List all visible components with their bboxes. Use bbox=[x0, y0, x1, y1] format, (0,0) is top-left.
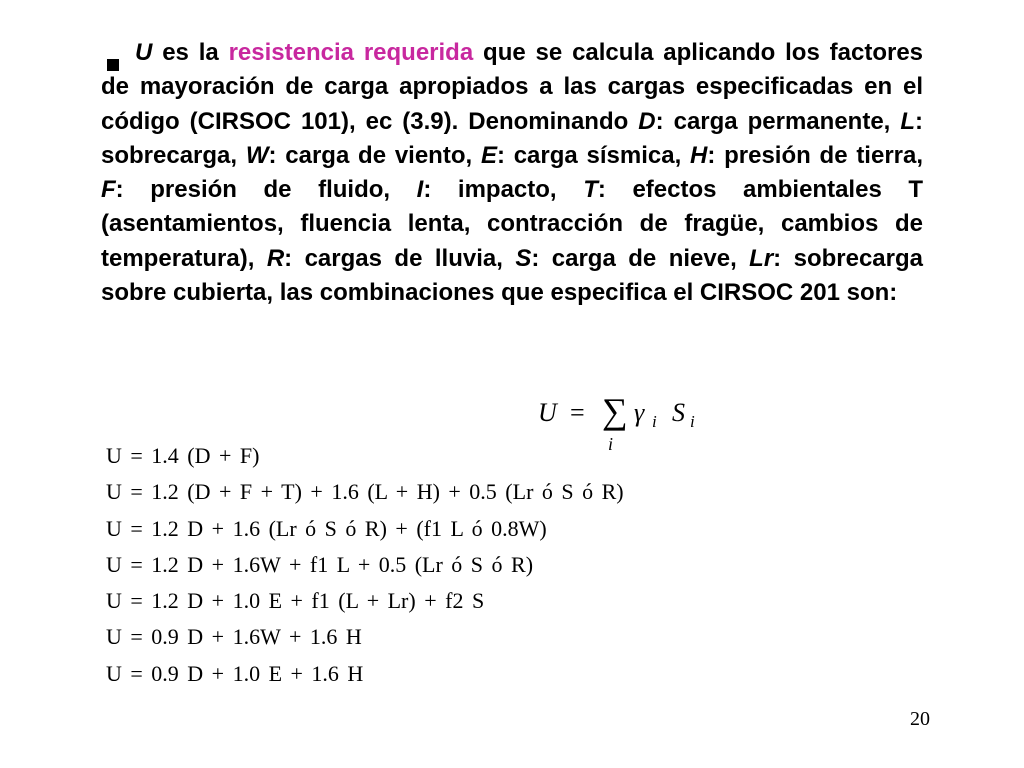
sigma-symbol: ∑ bbox=[602, 391, 628, 431]
text-segment: : presión de tierra, bbox=[707, 141, 924, 169]
load-subscript: i bbox=[690, 412, 695, 431]
equation-row: U = 0.9 D + 1.6W + 1.6 H bbox=[106, 624, 362, 650]
bullet-paragraph bbox=[101, 36, 923, 310]
var-L: L bbox=[900, 107, 915, 135]
highlight-term: resistencia requerida bbox=[228, 39, 474, 66]
var-U: U bbox=[135, 39, 153, 66]
equation-row: U = 1.2 D + 1.6W + f1 L + 0.5 (Lr ó S ó R) bbox=[106, 551, 534, 577]
var-R: R bbox=[266, 244, 285, 272]
var-E: E bbox=[480, 141, 497, 169]
gamma-factor: γ bbox=[634, 398, 645, 427]
var-F: F bbox=[101, 176, 116, 204]
text-segment: : carga de viento, bbox=[268, 141, 473, 169]
sum-lhs: U bbox=[538, 398, 557, 427]
var-D: D bbox=[638, 107, 656, 135]
text-segment: es la bbox=[162, 39, 219, 66]
text-segment: : cargas de lluvia, bbox=[284, 244, 503, 272]
equation-row: U = 1.2 D + 1.0 E + f1 (L + Lr) + f2 S bbox=[106, 588, 485, 614]
bullet-square-icon bbox=[107, 59, 119, 71]
var-H: H bbox=[690, 141, 708, 169]
equation-row: U = 1.2 (D + F + T) + 1.6 (L + H) + 0.5 (Lr ó S ó R) bbox=[106, 479, 624, 505]
load-combinations bbox=[106, 443, 624, 697]
equation-row: U = 1.2 D + 1.6 (Lr ó S ó R) + (f1 L ó 0.8W) bbox=[106, 515, 547, 541]
sum-equals: = bbox=[570, 398, 585, 427]
load-S: S bbox=[672, 398, 685, 427]
text-segment: que se calcula aplicando los factores de mayoración de carga apropiados a las cargas especificadas en el código (CIRSOC 101), ec (3.9). Denominando bbox=[101, 39, 924, 135]
text-segment: : impacto, bbox=[423, 176, 557, 204]
equation-row: U = 1.4 (D + F) bbox=[106, 443, 260, 468]
var-I: I bbox=[416, 176, 424, 204]
text-segment: : presión de fluido, bbox=[115, 176, 391, 204]
text-segment: : carga sísmica, bbox=[496, 141, 682, 169]
text-segment: : carga permanente, bbox=[655, 107, 891, 135]
var-Lr: Lr bbox=[749, 244, 774, 272]
var-T: T bbox=[583, 176, 598, 204]
var-W: W bbox=[245, 141, 269, 169]
definition-paragraph bbox=[101, 36, 923, 310]
var-S: S bbox=[515, 244, 532, 272]
text-segment: : efectos ambientales T (asentamientos, fluencia lenta, contracción de fragüe, cambios de temperatura), bbox=[101, 176, 924, 272]
text-segment: : sobrecarga, bbox=[101, 107, 923, 169]
text-segment: : carga de nieve, bbox=[531, 244, 737, 272]
text-segment: : sobrecarga sobre cubierta, las combinaciones que especifica el CIRSOC 201 son: bbox=[101, 244, 923, 307]
sum-index: i bbox=[608, 434, 614, 454]
page-number: 20 bbox=[910, 708, 930, 730]
gamma-subscript: i bbox=[652, 412, 657, 431]
equation-row: U = 0.9 D + 1.0 E + 1.6 H bbox=[106, 660, 364, 686]
